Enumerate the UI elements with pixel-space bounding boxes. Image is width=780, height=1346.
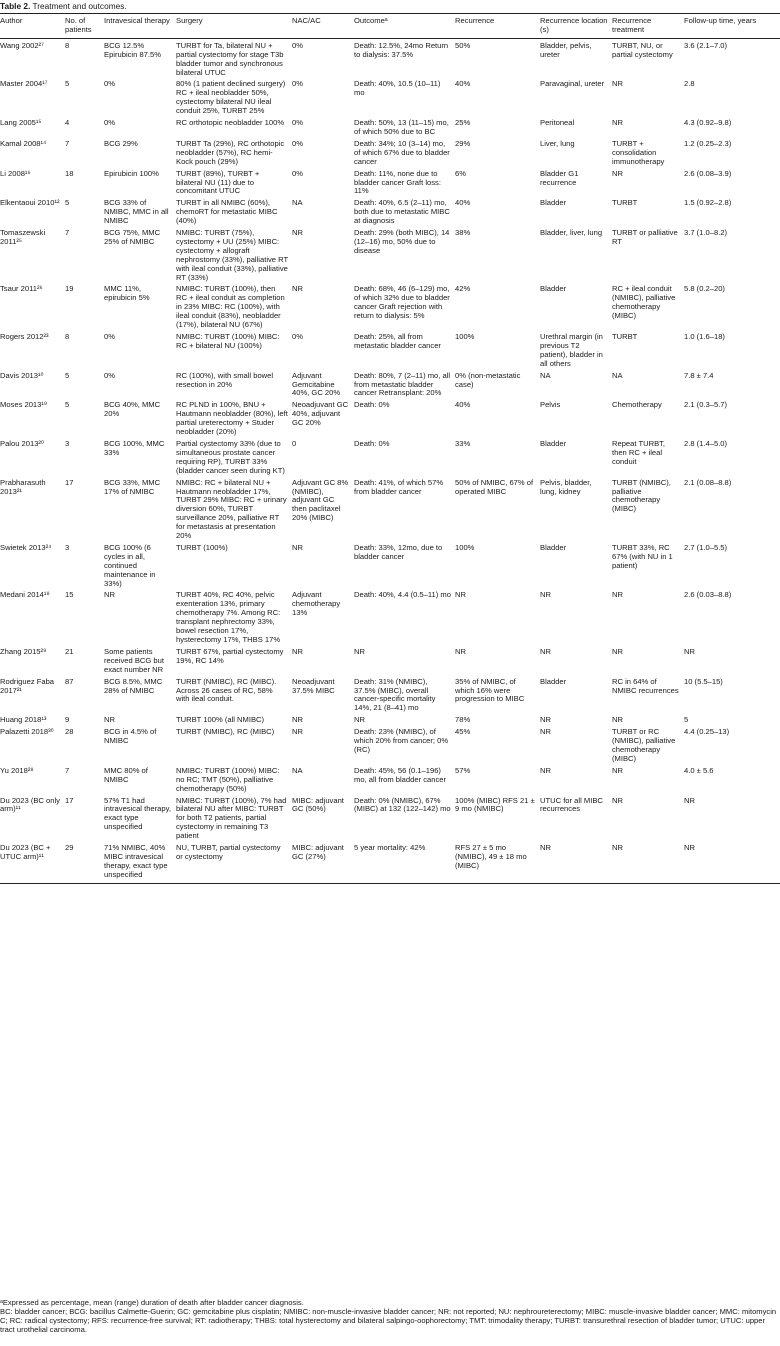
recurrence-location-cell: Bladder: [540, 438, 567, 448]
recurrence-cell: 40%: [455, 400, 471, 410]
intravesical-cell: BCG 100%, MMC 33%: [104, 438, 165, 457]
recurrence-location-cell: Bladder: [540, 542, 567, 552]
follow-up-cell: NR: [684, 841, 780, 883]
recurrence-treatment-cell: NR: [612, 168, 623, 178]
nac-ac-cell: 0%: [292, 79, 303, 89]
outcome-cell: Death: 12.5%, 24mo Return to dialysis: 37.5%: [354, 40, 449, 59]
recurrence-treatment-cell: TURBT, NU, or partial cystectomy: [612, 40, 673, 59]
intravesical-cell: 0%: [104, 118, 115, 128]
author-cell: Palou 2013²⁰: [0, 438, 44, 448]
follow-up-cell: 1.2 (0.25–2.3): [684, 138, 732, 148]
recurrence-cell: 0% (non-metastatic case): [455, 370, 521, 389]
intravesical-cell: BCG 75%, MMC 25% of NMIBC: [104, 228, 161, 246]
author-cell: Palazetti 2018³⁰: [0, 727, 54, 737]
recurrence-cell: 40%: [455, 79, 471, 89]
patients-cell: 8: [65, 332, 70, 341]
header-outcome: Outcomeᵃ: [354, 14, 455, 39]
patients-cell: 5: [65, 198, 70, 208]
recurrence-cell: 42%: [455, 284, 471, 294]
outcome-cell: Death: 45%, 56 (0.1–196) mo, all from bladder cancer: [354, 765, 447, 784]
surgery-cell: TURBT 67%, partial cystectomy 19%, RC 14%: [176, 646, 284, 665]
table-row: [0, 330, 780, 369]
table-row: [0, 645, 780, 675]
patients-cell: 28: [65, 727, 74, 737]
recurrence-location-cell: NR: [540, 715, 551, 725]
recurrence-treatment-cell: NR: [612, 841, 684, 883]
patients-cell: 15: [65, 590, 74, 600]
nac-ac-cell: 0%: [292, 138, 303, 148]
recurrence-treatment-cell: TURBT: [612, 332, 638, 341]
table-row: [0, 841, 780, 883]
table-row: [0, 226, 780, 282]
recurrence-location-cell: Urethral margin (in previous T2 patient), bladder in all others: [540, 332, 603, 368]
recurrence-treatment-cell: TURBT or RC (NMIBC), palliative chemotherapy (MIBC): [612, 727, 676, 763]
surgery-cell: TURBT (NMIBC), RC (MIBC): [176, 727, 275, 737]
intravesical-cell: MMC 80% of NMIBC: [104, 765, 148, 784]
follow-up-cell: 10 (5.5–15): [684, 676, 723, 686]
outcome-cell: Death: 11%, none due to bladder cancer Graft loss: 11%: [354, 168, 441, 196]
recurrence-treatment-cell: TURBT: [612, 198, 638, 208]
patients-cell: 5: [65, 400, 70, 410]
intravesical-cell: NR: [104, 590, 115, 600]
outcome-cell: NR: [354, 715, 365, 725]
follow-up-cell: NR: [684, 646, 695, 656]
table-row: [0, 675, 780, 714]
follow-up-cell: 5: [684, 715, 689, 725]
author-cell: Elkentaoui 2010¹²: [0, 198, 60, 208]
table-row: [0, 196, 780, 226]
nac-ac-cell: Neoadjuvant GC 40%, adjuvant GC 20%: [292, 400, 349, 428]
outcome-cell: Death: 41%, of which 57% from bladder cancer: [354, 477, 444, 496]
table-row: [0, 282, 780, 330]
nac-ac-cell: 0%: [292, 40, 303, 50]
patients-cell: 29: [65, 841, 104, 883]
patients-cell: 17: [65, 477, 74, 487]
recurrence-location-cell: Pelvis: [540, 400, 561, 410]
recurrence-location-cell: Bladder: [540, 676, 567, 686]
follow-up-cell: 2.7 (1.0–5.5): [684, 542, 728, 552]
nac-ac-cell: MIBC: adjuvant GC (50%): [292, 795, 344, 814]
recurrence-location-cell: Bladder: [540, 284, 567, 294]
author-cell: Moses 2013¹⁹: [0, 400, 48, 410]
recurrence-cell: 29%: [455, 138, 471, 148]
surgery-cell: TURBT (NMIBC), RC (MIBC). Across 26 cases of RC, 58% with ileal conduit.: [176, 676, 277, 704]
recurrence-location-cell: Liver, lung: [540, 138, 575, 148]
intravesical-cell: MMC 11%, epirubicin 5%: [104, 284, 150, 303]
table-row: [0, 476, 780, 541]
header-intravesical: Intravesical therapy: [104, 14, 176, 39]
surgery-cell: TURBT 100% (all NMIBC): [176, 715, 265, 725]
table-footnotes: [0, 1298, 780, 1334]
table-row: [0, 588, 780, 644]
recurrence-location-cell: UTUC for all MIBC recurrences: [540, 795, 603, 814]
patients-cell: 7: [65, 228, 70, 238]
outcome-cell: Death: 80%, 7 (2–11) mo, all from metastatic bladder cancer Retransplant: 20%: [354, 370, 451, 398]
follow-up-cell: 5.8 (0.2–20): [684, 284, 725, 294]
patients-cell: 5: [65, 79, 70, 89]
recurrence-cell: 35% of NMIBC, of which 16% were progression to MIBC: [455, 676, 525, 704]
recurrence-cell: 45%: [455, 727, 471, 737]
surgery-cell: NU, TURBT, partial cystectomy or cystectomy: [176, 841, 292, 883]
recurrence-location-cell: Bladder: [540, 198, 567, 208]
outcome-cell: Death: 0%: [354, 438, 390, 448]
surgery-cell: NMIBC: TURBT (100%) MIBC: no RC; TMT (50%), palliative chemotherapy (50%): [176, 765, 280, 793]
author-cell: Master 2004¹⁷: [0, 79, 48, 89]
outcome-cell: Death: 40%, 4.4 (0.5–11) mo: [354, 590, 451, 600]
author-cell: Du 2023 (BC + UTUC arm)¹¹: [0, 841, 65, 883]
header-recurrence-treatment: Recurrence treatment: [612, 14, 684, 39]
table-row: [0, 398, 780, 437]
table-row: [0, 369, 780, 399]
author-cell: Medani 2014¹⁸: [0, 590, 50, 600]
outcome-cell: Death: 33%, 12mo, due to bladder cancer: [354, 542, 443, 561]
recurrence-cell: 50%: [455, 40, 471, 50]
table-row: [0, 541, 780, 589]
nac-ac-cell: Adjuvant chemotherapy 13%: [292, 590, 341, 618]
header-recurrence-location: Recurrence location (s): [540, 14, 612, 39]
treatment-outcomes-table: [0, 13, 780, 884]
author-cell: Yu 2018²⁸: [0, 765, 34, 775]
table-row: [0, 137, 780, 167]
patients-cell: 4: [65, 118, 70, 128]
table-caption: [0, 1, 127, 11]
header-patients: No. of patients: [65, 14, 104, 39]
nac-ac-cell: 0%: [292, 118, 303, 128]
author-cell: Kamal 2008¹⁴: [0, 138, 47, 148]
follow-up-cell: 2.6 (0.08–3.9): [684, 168, 732, 178]
surgery-cell: RC orthotopic neobladder 100%: [176, 118, 285, 128]
author-cell: Rodriguez Faba 2017²¹: [0, 676, 55, 695]
header-recurrence: Recurrence: [455, 14, 540, 39]
surgery-cell: NMIBC: TURBT (100%), 7% had bilateral NU after MIBC: TURBT for both T2 patients, partial cystectomy in remaining T3 patient: [176, 795, 287, 841]
nac-ac-cell: NR: [292, 715, 303, 725]
recurrence-location-cell: NR: [540, 765, 551, 775]
intravesical-cell: Epirubicin 100%: [104, 168, 159, 178]
author-cell: Tomaszewski 2011²⁵: [0, 228, 46, 246]
follow-up-cell: 1.5 (0.92–2.8): [684, 198, 732, 208]
table-row: [0, 167, 780, 197]
table-caption-label: Table 2.: [0, 1, 31, 11]
outcome-cell: Death: 68%, 46 (6–129) mo, of which 32% due to bladder cancer Graft rejection with return to dialysis: 5%: [354, 284, 450, 321]
follow-up-cell: 1.0 (1.6–18): [684, 332, 725, 341]
author-cell: Huang 2018¹³: [0, 715, 47, 725]
patients-cell: 8: [65, 40, 70, 50]
recurrence-location-cell: Pelvis, bladder, lung, kidney: [540, 477, 592, 496]
outcome-cell: Death: 0%: [354, 400, 390, 410]
table-row: [0, 725, 780, 764]
intravesical-cell: BCG in 4.5% of NMIBC: [104, 727, 157, 746]
patients-cell: 3: [65, 438, 70, 448]
recurrence-location-cell: NR: [540, 646, 551, 656]
table-row: [0, 764, 780, 794]
recurrence-treatment-cell: RC + ileal conduit (NMIBC), palliative chemotherapy (MIBC): [612, 284, 676, 321]
surgery-cell: RC (100%), with small bowel resection in 20%: [176, 370, 274, 389]
intravesical-cell: 57% T1 had intravesical therapy, exact type unspecified: [104, 795, 171, 832]
header-nac-ac: NAC/AC: [292, 14, 354, 39]
author-cell: Du 2023 (BC only arm)¹¹: [0, 795, 60, 814]
follow-up-cell: 2.8: [684, 79, 695, 89]
surgery-cell: NMIBC: TURBT (100%), then RC + ileal conduit as completion in 23% MIBC: RC (100%), with ileal conduit (83%), neobladder (17%), bilateral NU (67%): [176, 284, 285, 330]
surgery-cell: NMIBC: TURBT (100%) MIBC: RC + bilateral NU (100%): [176, 332, 280, 350]
author-cell: Lang 2005¹⁵: [0, 118, 42, 128]
recurrence-cell: NR: [455, 646, 466, 656]
intravesical-cell: 0%: [104, 332, 115, 341]
intravesical-cell: 71% NMIBC, 40% MIBC intravesical therapy, exact type unspecified: [104, 841, 176, 883]
nac-ac-cell: Adjuvant GC 8% (NMIBC), adjuvant GC then paclitaxel 20% (MIBC): [292, 477, 349, 523]
nac-ac-cell: NR: [292, 727, 303, 737]
follow-up-cell: 2.8 (1.4–5.0): [684, 438, 728, 448]
intravesical-cell: 0%: [104, 79, 115, 89]
recurrence-location-cell: NR: [540, 590, 551, 600]
patients-cell: 7: [65, 765, 70, 775]
follow-up-cell: 4.4 (0.25–13): [684, 727, 730, 737]
header-follow-up: Follow-up time, years: [684, 14, 780, 39]
intravesical-cell: BCG 100% (6 cycles in all, continued maintenance in 33%): [104, 542, 156, 588]
nac-ac-cell: 0%: [292, 168, 303, 178]
follow-up-cell: 2.1 (0.08–8.8): [684, 477, 732, 487]
nac-ac-cell: NA: [292, 198, 303, 208]
surgery-cell: RC PLND in 100%, BNU + Hautmann neobladder (80%), left partial ureterectomy + Studer neobladder (20%): [176, 400, 288, 437]
recurrence-location-cell: Bladder, liver, lung: [540, 228, 603, 238]
recurrence-cell: 100% (MIBC) RFS 21 ± 9 mo (NMIBC): [455, 795, 535, 814]
surgery-cell: Partial cystectomy 33% (due to simultaneous prostate cancer requiring RP), TURBT 33% (bladder cancer seen during KT): [176, 438, 285, 475]
nac-ac-cell: 0%: [292, 332, 303, 341]
table-row: [0, 116, 780, 137]
recurrence-cell: 100%: [455, 332, 475, 341]
recurrence-treatment-cell: NR: [612, 118, 623, 128]
recurrence-treatment-cell: NR: [612, 715, 623, 725]
footnote-abbreviations: BC: bladder cancer; BCG: bacillus Calmette-Guerin; GC: gemcitabine plus cisplatin; NMIBC: non-muscle-invasive bladder cancer; NR: not reported; NU: nephroureterectomy; MIBC: muscle-invasive bladder cancer; MMC: mitomycin C; RC: radical cystectomy; RFS: recurrence-free survival; RT: radiotherapy; THBS: total hysterectomy and bilateral salpingo-oophorectomy; TMT: trimodality therapy; TURBT: transurethral resection of bladder tumor; UTUC: upper tract urothelial carcinoma.: [0, 1307, 777, 1334]
author-cell: Davis 2013¹⁰: [0, 370, 44, 380]
table-row: [0, 38, 780, 77]
intravesical-cell: Some patients received BCG but exact number NR: [104, 646, 164, 674]
recurrence-location-cell: NR: [540, 841, 612, 883]
outcome-cell: Death: 50%, 13 (11–15) mo, of which 50% due to BC: [354, 118, 449, 136]
recurrence-treatment-cell: NR: [612, 79, 623, 89]
recurrence-cell: 40%: [455, 198, 471, 208]
outcome-cell: Death: 23% (NMIBC), of which 20% from cancer; 0% (RC): [354, 727, 449, 754]
recurrence-treatment-cell: NR: [612, 590, 623, 600]
author-cell: Li 2008¹⁶: [0, 168, 31, 178]
recurrence-cell: 78%: [455, 715, 471, 725]
nac-ac-cell: NR: [292, 646, 303, 656]
recurrence-treatment-cell: NR: [612, 765, 623, 775]
surgery-cell: NMIBC: TURBT (75%), cystectomy + UU (25%) MIBC: cystectomy + allograft nephrostomy (33%), palliative RT with ileal conduit (33%), palliative RT (33%): [176, 228, 288, 282]
recurrence-treatment-cell: Chemotherapy: [612, 400, 662, 410]
surgery-cell: TURBT in all NMIBC (60%), chemoRT for metastatic MIBC (40%): [176, 198, 278, 226]
footnote-a: ᵃExpressed as percentage, mean (range) duration of death after bladder cancer diagnosis.: [0, 1298, 304, 1307]
intravesical-cell: BCG 40%, MMC 20%: [104, 400, 161, 419]
recurrence-treatment-cell: TURBT 33%, RC 67% (with NU in 1 patient): [612, 542, 673, 570]
recurrence-treatment-cell: RC in 64% of NMIBC recurrences: [612, 676, 679, 695]
outcome-cell: NR: [354, 646, 365, 656]
surgery-cell: TURBT (100%): [176, 542, 228, 552]
nac-ac-cell: NR: [292, 542, 303, 552]
patients-cell: 5: [65, 370, 70, 380]
patients-cell: 17: [65, 795, 74, 805]
patients-cell: 3: [65, 542, 70, 552]
follow-up-cell: 3.7 (1.0–8.2): [684, 228, 728, 238]
surgery-cell: TURBT Ta (29%), RC orthotopic neobladder (57%), RC hemi-Kock pouch (29%): [176, 138, 285, 166]
table-row: [0, 77, 780, 116]
intravesical-cell: BCG 8.5%, MMC 28% of NMIBC: [104, 676, 163, 695]
header-surgery: Surgery: [176, 14, 292, 39]
outcome-cell: Death: 0% (NMIBC), 67% (MIBC) at 132 (122–142) mo: [354, 795, 451, 814]
recurrence-cell: 38%: [455, 228, 471, 238]
nac-ac-cell: MIBC: adjuvant GC (27%): [292, 841, 354, 883]
intravesical-cell: BCG 12.5% Epirubicin 87.5%: [104, 40, 161, 59]
outcome-cell: Death: 34%; 10 (3–14) mo, of which 67% due to bladder cancer: [354, 138, 450, 166]
follow-up-cell: 4.0 ± 5.6: [684, 765, 714, 775]
recurrence-treatment-cell: NR: [612, 795, 623, 805]
recurrence-cell: 25%: [455, 118, 471, 128]
table-row: [0, 713, 780, 725]
surgery-cell: NMIBC: RC + bilateral NU + Hautmann neobladder 17%, TURBT 29% MIBC: RC + urinary diversion 60%, TURBT surveillance 20%, palliative RT for metastasis at presentation 20%: [176, 477, 287, 541]
patients-cell: 7: [65, 138, 70, 148]
recurrence-treatment-cell: Repeat TURBT, then RC + ileal conduit: [612, 438, 666, 466]
surgery-cell: TURBT for Ta, bilateral NU + partial cystectomy for stage T3b bladder tumor and synchronous bilateral UTUC: [176, 40, 284, 77]
nac-ac-cell: Neoadjuvant 37.5% MIBC: [292, 676, 335, 695]
patients-cell: 9: [65, 715, 70, 725]
recurrence-location-cell: NA: [540, 370, 551, 380]
patients-cell: 87: [65, 676, 74, 686]
intravesical-cell: NR: [104, 715, 115, 725]
outcome-cell: Death: 31% (NMIBC), 37.5% (MIBC), overall cancer-specific mortality 14%, 21 (8–41) mo: [354, 676, 436, 713]
surgery-cell: TURBT 40%, RC 40%, pelvic exenteration 13%, primary chemotherapy 7%. Among RC: transplant nephrectomy 33%, bowel resection 17%, hysterectomy 17%, THBS 17%: [176, 590, 281, 644]
recurrence-cell: 33%: [455, 438, 471, 448]
author-cell: Rogers 2012²³: [0, 332, 49, 341]
nac-ac-cell: Adjuvant Gemcitabine 40%, GC 20%: [292, 370, 341, 398]
author-cell: Swietek 2013²⁴: [0, 542, 52, 552]
recurrence-cell: 50% of NMIBC, 67% of operated MIBC: [455, 477, 534, 496]
recurrence-treatment-cell: TURBT (NMIBC), palliative chemotherapy (MIBC): [612, 477, 671, 514]
patients-cell: 21: [65, 646, 74, 656]
outcome-cell: Death: 29% (both MIBC), 14 (12–16) mo, 50% due to disease: [354, 228, 450, 255]
author-cell: Tsaur 2011²⁶: [0, 284, 43, 294]
recurrence-treatment-cell: TURBT + consolidation immunotherapy: [612, 138, 665, 166]
recurrence-location-cell: Bladder, pelvis, ureter: [540, 40, 592, 59]
recurrence-location-cell: Bladder G1 recurrence: [540, 168, 579, 187]
follow-up-cell: 7.8 ± 7.4: [684, 370, 714, 380]
outcome-cell: Death: 40%, 6.5 (2–11) mo, both due to metastatic MIBC at diagnosis: [354, 198, 450, 226]
intravesical-cell: 0%: [104, 370, 115, 380]
outcome-cell: 5 year mortality: 42%: [354, 841, 455, 883]
follow-up-cell: 2.1 (0.3–5.7): [684, 400, 728, 410]
follow-up-cell: 4.3 (0.92–9.8): [684, 118, 732, 128]
recurrence-treatment-cell: NR: [612, 646, 623, 656]
recurrence-treatment-cell: TURBT or palliative RT: [612, 228, 678, 246]
patients-cell: 19: [65, 284, 74, 294]
nac-ac-cell: 0: [292, 438, 297, 448]
header-row: [0, 14, 780, 39]
outcome-cell: Death: 25%, all from metastatic bladder cancer: [354, 332, 441, 350]
follow-up-cell: 3.6 (2.1–7.0): [684, 40, 728, 50]
recurrence-cell: 6%: [455, 168, 466, 178]
recurrence-treatment-cell: NA: [612, 370, 623, 380]
author-cell: Zhang 2015²⁹: [0, 646, 47, 656]
intravesical-cell: BCG 33%, MMC 17% of NMIBC: [104, 477, 161, 496]
recurrence-cell: RFS 27 ± 5 mo (NMIBC), 49 ± 18 mo (MIBC): [455, 841, 540, 883]
follow-up-cell: 2.6 (0.03–8.8): [684, 590, 732, 600]
intravesical-cell: BCG 33% of NMIBC, MMC in all NMIBC: [104, 198, 169, 226]
follow-up-cell: NR: [684, 795, 695, 805]
recurrence-location-cell: Peritoneal: [540, 118, 575, 128]
table-row: [0, 437, 780, 476]
header-author: Author: [0, 14, 65, 39]
recurrence-cell: NR: [455, 590, 466, 600]
intravesical-cell: BCG 29%: [104, 138, 138, 148]
table-row: [0, 794, 780, 842]
recurrence-location-cell: Paravaginal, ureter: [540, 79, 605, 89]
nac-ac-cell: NR: [292, 228, 303, 238]
nac-ac-cell: NA: [292, 765, 303, 775]
outcome-cell: Death: 40%, 10.5 (10–11) mo: [354, 79, 441, 98]
nac-ac-cell: NR: [292, 284, 303, 294]
author-cell: Wang 2002²⁷: [0, 40, 44, 50]
recurrence-cell: 57%: [455, 765, 471, 775]
surgery-cell: 80% (1 patient declined surgery) RC + ileal neobladder 50%, cystectomy bilateral NU ileal conduit 25%, TURBT 25%: [176, 79, 286, 116]
recurrence-location-cell: NR: [540, 727, 551, 737]
recurrence-cell: 100%: [455, 542, 475, 552]
patients-cell: 18: [65, 168, 74, 178]
table-caption-text: Treatment and outcomes.: [32, 1, 127, 11]
surgery-cell: TURBT (89%), TURBT + bilateral NU (11) due to concomitant UTUC: [176, 168, 260, 196]
author-cell: Prabharasuth 2013²¹: [0, 477, 46, 496]
